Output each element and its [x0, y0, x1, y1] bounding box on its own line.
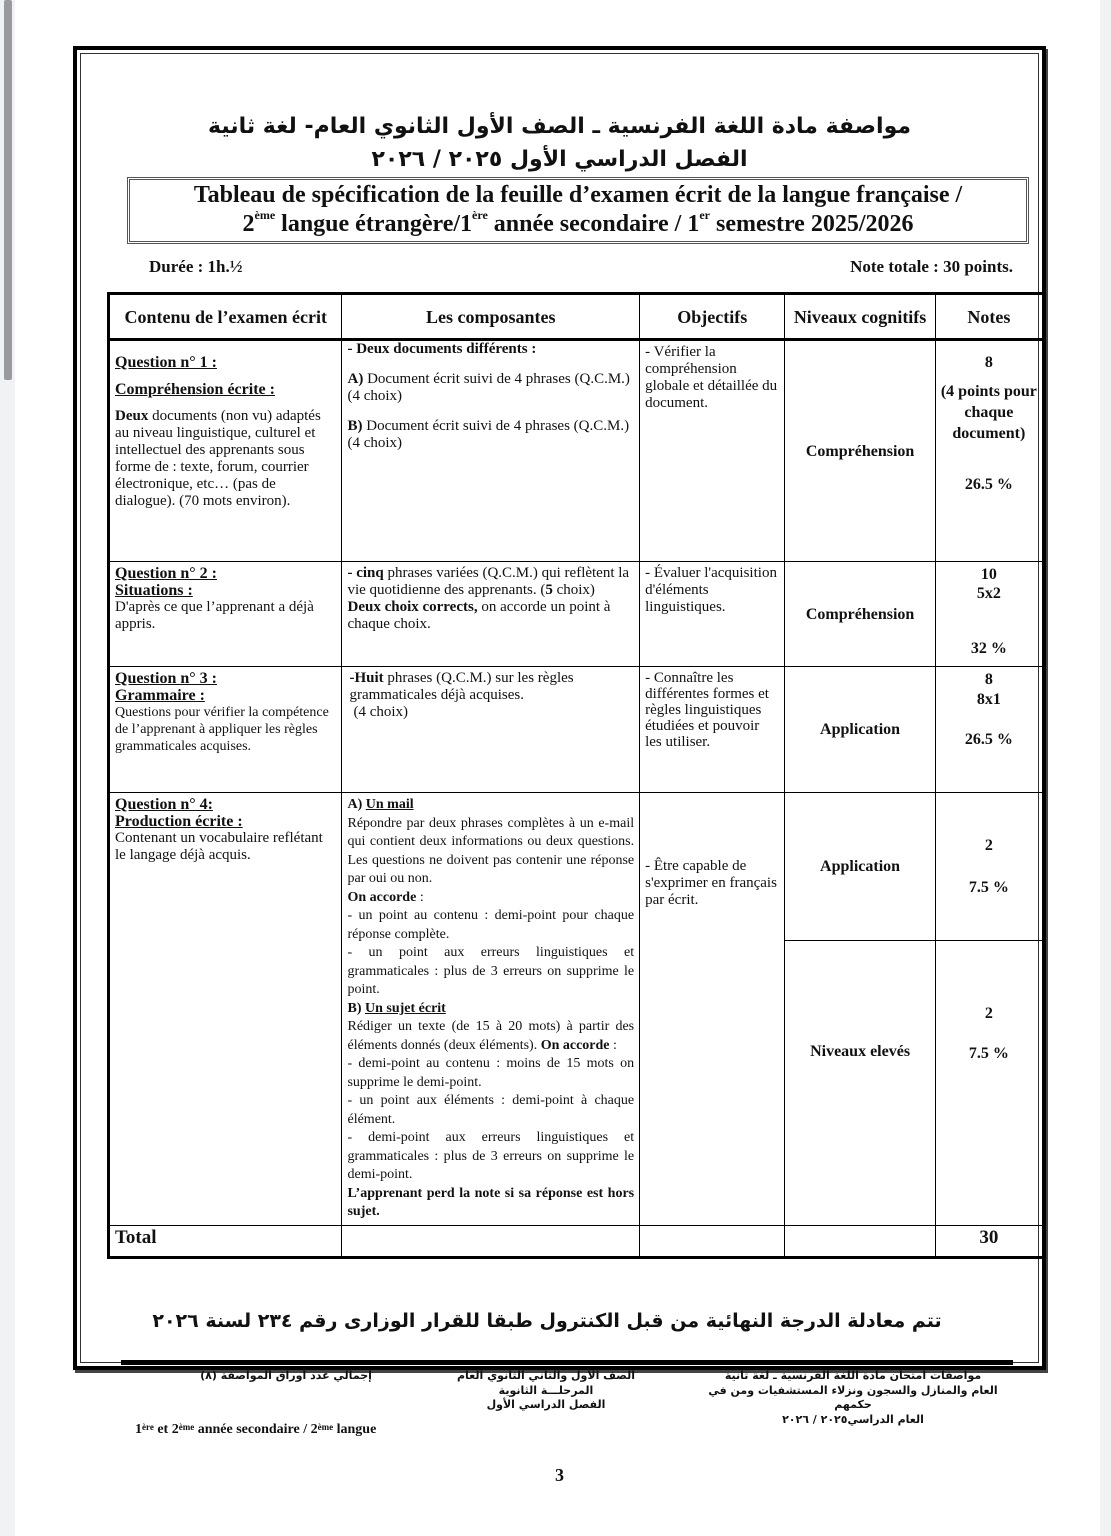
component-body: phrases variées (Q.C.M.) qui reflètent la vie quotidienne des apprenants. ( [347, 565, 630, 598]
components-intro: - Deux documents différents : [347, 341, 537, 357]
accorde-colon: : [609, 1037, 617, 1053]
question-1-content [109, 340, 342, 562]
footer-text: 1 [135, 1422, 142, 1437]
content-text: Questions pour vérifier la compétence de l’apprenant à appliquer les règles grammaticales acquises. [115, 705, 329, 754]
accorde-label: On accorde [540, 1037, 610, 1053]
table-row [109, 340, 1044, 562]
question-4-level-application: Application [785, 793, 935, 941]
footer-left-block [171, 1369, 401, 1384]
footer-middle-block [431, 1369, 661, 1413]
content-body: documents (non vu) adaptés au niveau linguistique, culturel et intellectuel des apprenants sous forme de : texte, forum, courrier électronique, etc… (pas de dialogue). (70 mots environ). [115, 408, 321, 509]
component-body: choix) [552, 582, 595, 598]
footer-sup: ème [317, 1422, 334, 1432]
component-accorde [347, 889, 634, 908]
question-label: Question n° 4: [115, 796, 213, 813]
header-niveaux: Niveaux cognitifs [785, 294, 935, 340]
component-bold: - cinq [347, 565, 384, 581]
notes-percent: 32 % [970, 640, 1007, 657]
component-item: - demi-point au contenu : moins de 15 mots on supprime le demi-point. [347, 1056, 635, 1090]
arabic-grading-note: تتم معادلة الدرجة النهائية من قبل الكنترول طبقا للقرار الوزارى رقم ٢٣٤ لسنة ٢٠٢٦ [152, 1310, 942, 1332]
specification-table [107, 292, 1045, 1259]
component-body: on accorde un point à chaque choix. [347, 599, 611, 632]
level-text: Niveaux elevés [810, 1042, 911, 1060]
question-4-level-eleves [785, 941, 935, 1226]
component-text: (4 choix) [353, 704, 409, 720]
component-text [347, 670, 634, 704]
total-value: 30 [935, 1225, 1043, 1257]
question-4-objective [640, 793, 785, 1226]
content-text [115, 408, 336, 510]
exam-duration: Durée : 1h.½ [149, 257, 243, 276]
component-a [347, 371, 634, 405]
notes-detail: 5x2 [976, 585, 1001, 602]
component-text: Répondre par deux phrases complètes à un e-mail qui contient deux informations ou deux questions. Les questions ne doivent pas contenir une réponse par oui ou non. [347, 815, 635, 886]
content-bold: Deux [115, 408, 149, 424]
page-frame [73, 46, 1046, 1485]
section-label: Compréhension écrite : [115, 381, 275, 398]
component-label: A) [347, 371, 364, 387]
content-text: D'après ce que l’apprenant a déjà appris. [115, 599, 314, 632]
section-label: Situations : [115, 582, 193, 599]
component-text [347, 1018, 634, 1055]
section-label: Grammaire : [115, 687, 205, 704]
component-text [347, 599, 634, 633]
component-label: B) [347, 1000, 362, 1016]
footer-line: الصف الأول والثاني الثانوي العام [456, 1369, 636, 1382]
question-3-content [109, 667, 342, 793]
footer-text: et 2 [153, 1422, 179, 1437]
component-title: Un sujet écrit [364, 1000, 446, 1016]
table-header-row [109, 294, 1044, 340]
header-notes: Notes [935, 294, 1043, 340]
component-b [347, 418, 634, 452]
footer-sup: ème [178, 1422, 195, 1432]
question-3-notes [935, 667, 1043, 793]
total-row [109, 1225, 1044, 1257]
french-title-line1: Tableau de spécification de la feuille d’examen écrit de la langue française / [193, 182, 963, 208]
question-1-objective: - Vérifier la compréhension globale et détaillée du document. [640, 340, 785, 562]
notes-detail: 8x1 [976, 691, 1001, 708]
total-empty [640, 1225, 785, 1257]
component-label: A) [347, 797, 363, 812]
notes-percent: 7.5 % [968, 1044, 1009, 1062]
header-objectifs: Objectifs [640, 294, 785, 340]
component-text: Document écrit suivi de 4 phrases (Q.C.M.) (4 choix) [347, 418, 630, 451]
component-label: B) [347, 418, 363, 434]
component-body: phrases (Q.C.M.) sur les règles grammaticales déjà acquises. [349, 670, 574, 703]
header-composantes: Les composantes [342, 294, 640, 340]
notes-percent: 7.5 % [968, 879, 1009, 896]
accorde-label: On accorde [347, 889, 417, 905]
total-label: Total [109, 1225, 342, 1257]
question-2-components [342, 562, 640, 667]
question-1-notes [935, 340, 1043, 562]
question-2-objective: - Évaluer l'acquisition d'éléments linguistiques. [640, 562, 785, 667]
component-item: - un point aux erreurs linguistiques et grammaticales : plus de 3 erreurs on supprime le point. [347, 945, 635, 997]
component-bold: -Huit [349, 670, 384, 686]
component-item: - un point au contenu : demi-point pour chaque réponse complète. [347, 908, 635, 942]
component-title: Un mail [365, 797, 414, 812]
table-row [109, 667, 1044, 793]
question-1-components [342, 340, 640, 562]
notes-percent: 26.5 % [964, 731, 1013, 748]
page-number: 3 [555, 1465, 564, 1485]
question-3-level: Application [785, 667, 935, 793]
table-row [109, 562, 1044, 667]
total-empty [785, 1225, 935, 1257]
footer-sup: ère [142, 1422, 154, 1432]
notes-points: 2 [984, 837, 993, 854]
question-label: Question n° 3 : [115, 670, 217, 687]
component-text [347, 565, 634, 599]
french-title-box [127, 177, 1029, 244]
component-body: Rédiger un texte (de 15 à 20 mots) à partir des éléments donnés (deux éléments). [347, 1019, 635, 1053]
footer-text: année secondaire / 2 [194, 1422, 318, 1437]
total-empty [342, 1225, 640, 1257]
question-3-components [342, 667, 640, 793]
footer-line: العام والمنازل والسجون ونزلاء المستشفيات ومن في حكمهم [708, 1383, 998, 1411]
french-title-line2 [130, 210, 1026, 239]
footer-line: مواصفات امتحان مادة اللغة الفرنسية ـ لغة ثانية [724, 1369, 982, 1382]
page-frame-inner [80, 53, 1039, 1485]
table-row [109, 793, 1044, 941]
section-label: Production écrite : [115, 813, 243, 830]
notes-points: 10 [980, 566, 997, 583]
component-warning: L’apprenant perd la note si sa réponse est hors sujet. [347, 1185, 635, 1219]
arabic-subtitle: الفصل الدراسي الأول ٢٠٢٥ / ٢٠٢٦ [371, 147, 748, 172]
component-bold: Deux choix corrects, [347, 599, 478, 615]
component-b-title [347, 1000, 634, 1019]
question-2-content [109, 562, 342, 667]
component-a-title [347, 796, 634, 815]
notes-detail: (4 points pour chaque document) [940, 383, 1037, 442]
component-text: Document écrit suivi de 4 phrases (Q.C.M.) (4 choix) [347, 371, 630, 404]
question-label: Question n° 1 : [115, 354, 217, 371]
question-4-notes-application [935, 793, 1043, 941]
notes-points: 2 [984, 1004, 993, 1022]
question-3-objective: - Connaître les différentes formes et règles linguistiques étudiées et pouvoir les utiliser. [640, 667, 785, 793]
header-contenu: Contenu de l’examen écrit [109, 294, 342, 340]
arabic-title: مواصفة مادة اللغة الفرنسية ـ الصف الأول الثانوي العام- لغة ثانية [208, 114, 911, 139]
footer-french-line [135, 1422, 376, 1438]
scrollbar[interactable] [4, 0, 12, 380]
question-4-content [109, 793, 342, 1226]
footer-line: المرحلـــة الثانوية [498, 1383, 594, 1397]
question-4-components [342, 793, 640, 1226]
accorde-colon: : [416, 889, 424, 905]
footer-line: العام الدراسي٢٠٢٥ / ٢٠٢٦ [782, 1412, 924, 1426]
title-text: 2 [242, 211, 255, 237]
notes-percent: 26.5 % [964, 476, 1013, 493]
title-sup: ème [254, 208, 276, 222]
footer-line: الفصل الدراسي الأول [486, 1398, 606, 1411]
footer-divider [121, 1360, 1013, 1365]
footer-right-block [688, 1369, 1018, 1427]
title-text: année secondaire / 1 [487, 211, 700, 237]
document-page [15, 0, 1100, 1536]
total-points: Note totale : 30 points. [850, 257, 1013, 276]
footer-text: langue [333, 1422, 377, 1437]
objective-text: - Être capable de s'exprimer en français par écrit. [645, 858, 777, 908]
question-2-level: Compréhension [785, 562, 935, 667]
title-text: semestre 2025/2026 [709, 211, 914, 237]
notes-points: 8 [984, 671, 993, 688]
question-2-notes [935, 562, 1043, 667]
question-label: Question n° 2 : [115, 565, 217, 582]
component-item: - demi-point aux erreurs linguistiques et grammaticales : plus de 3 erreurs on supprime le demi-point. [347, 1130, 635, 1182]
component-item: - un point aux éléments : demi-point à chaque élément. [347, 1093, 635, 1127]
question-1-level: Compréhension [785, 340, 935, 562]
footer-line: إجمالي عدد أوراق المواصفة (٨) [200, 1369, 372, 1382]
component-bold: 5 [545, 582, 553, 598]
title-sup: er [699, 208, 710, 222]
content-text: Contenant un vocabulaire reflétant le langage déjà acquis. [115, 830, 323, 863]
question-4-notes-eleves [935, 941, 1043, 1226]
title-sup: ère [472, 208, 488, 222]
notes-points: 8 [984, 354, 993, 371]
title-text: langue étrangère/1 [275, 211, 473, 237]
